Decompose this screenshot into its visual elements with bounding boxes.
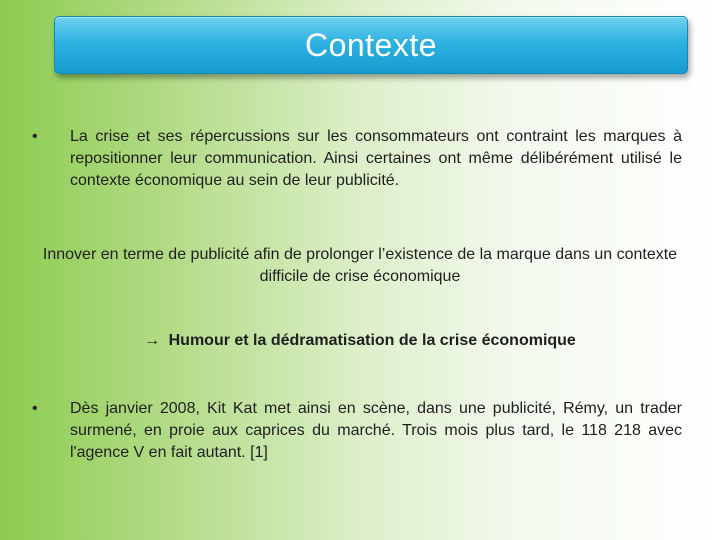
bullet-item-crise: [32, 126, 682, 192]
bullet-item-kitkat: [32, 398, 682, 464]
title-banner: [54, 16, 688, 74]
bullet-text-crise: La crise et ses répercussions sur les consommateurs ont contraint les marques à repositionner leur communication. Ainsi certaines ont même délibérément utilisé le contexte économique au sein de leur publicité.: [70, 128, 682, 189]
bullet-icon: •: [32, 400, 38, 417]
emphasis-line: [30, 332, 690, 350]
slide-title: Contexte: [304, 26, 438, 63]
emphasis-text: Humour et la dédramatisation de la crise économique: [168, 332, 576, 349]
innovation-paragraph: Innover en terme de publicité afin de prolonger l’existence de la marque dans un contexte difficile de crise économique: [42, 246, 678, 285]
arrow-right-icon: →: [144, 332, 161, 349]
bullet-text-kitkat: Dès janvier 2008, Kit Kat met ainsi en scène, dans une publicité, Rémy, un trader surmené, en proie aux caprices du marché. Trois mois plus tard, le 118 218 avec l'agence V en fait autant. [1]: [70, 400, 682, 461]
bullet-icon: •: [32, 128, 38, 145]
